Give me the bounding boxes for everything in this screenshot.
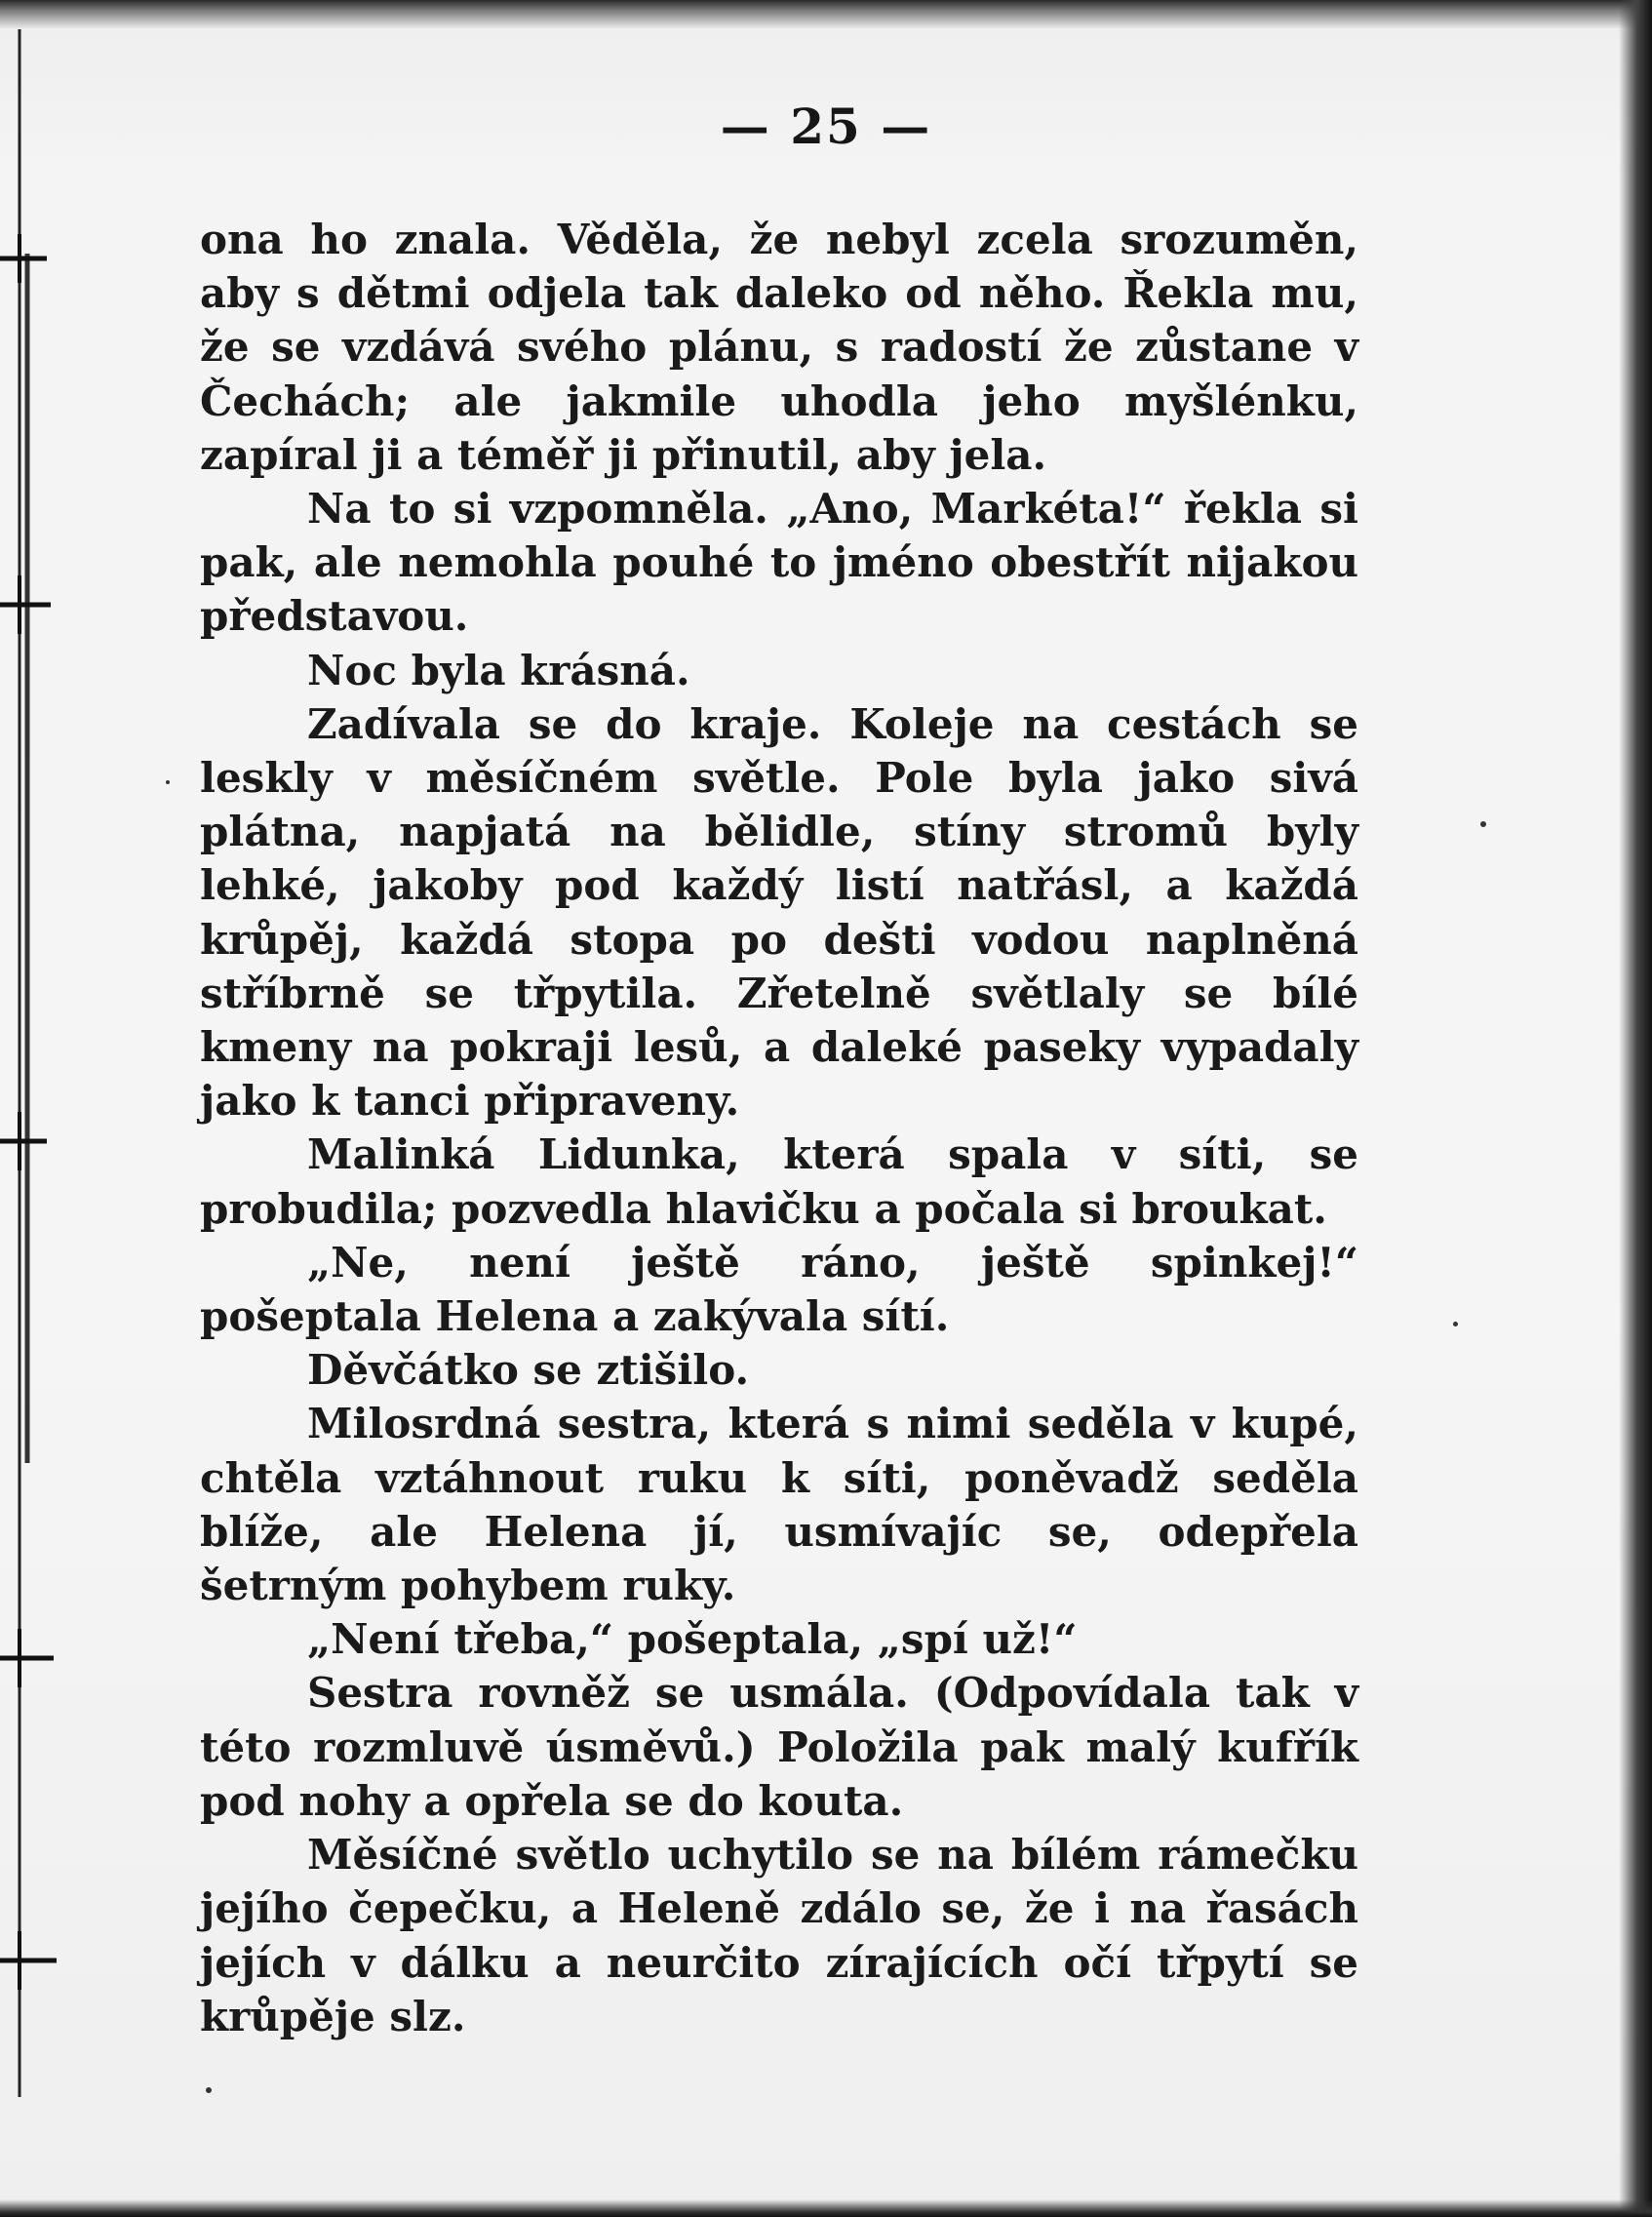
paper-speck (1480, 821, 1486, 827)
paragraph: Zadívala se do kraje. Koleje na cestách se leskly v měsíčném světle. Pole byla jako sivá plátna, napjatá na bělidle, stíny stromů byly lehké, jakoby pod každý listí natřásl, a každá krůpěj, každá stopa po dešti vodou naplněná stříbrně se třpytila. Zřetelně světlaly se bílé kmeny na pokraji lesů, a daleké paseky vypadaly jako k tanci připraveny. (200, 699, 1358, 1126)
page-bottom-shadow (0, 2199, 1652, 2217)
body-text (200, 213, 1358, 2043)
paragraph: Sestra rovněž se usmála. (Odpovídala tak v této rozmluvě úsměvů.) Položila pak malý kufřík pod nohy a opřela se do kouta. (200, 1669, 1358, 1825)
paragraph: Na to si vzpomněla. „Ano, Markéta!“ řekla si pak, ale nemohla pouhé to jméno obestřít nijakou představou. (200, 485, 1358, 641)
paragraph: ona ho znala. Věděla, že nebyl zcela srozuměn, aby s dětmi odjela tak daleko od něho. Řekla mu, že se vzdává svého plánu, s radostí že zůstane v Čechách; ale jakmile uhodla jeho myšlénku, zapíral ji a téměř ji přinutil, aby jela. (200, 216, 1358, 479)
paragraph: Měsíčné světlo uchytilo se na bílém rámečku jejího čepečku, a Heleně zdálo se, že i na řasách jejích v dálku a neurčito zírajících očí třpytí se krůpěje slz. (200, 1831, 1358, 2040)
paragraph: Malinká Lidunka, která spala v síti, se probudila; pozvedla hlavičku a počala si broukat. (200, 1130, 1358, 1233)
binding-stitches (0, 0, 59, 2217)
paragraph: „Ne, není ještě ráno, ještě spinkej!“ pošeptala Helena a zakývala sítí. (200, 1238, 1358, 1341)
binding-stitches-graphic (0, 0, 59, 2217)
paper-speck (1453, 1322, 1458, 1326)
page-right-shadow (1619, 0, 1652, 2217)
paragraph: „Není třeba,“ pošeptala, „spí už!“ (307, 1615, 1078, 1664)
page-top-shadow (0, 0, 1652, 29)
paragraph: Děvčátko se ztišilo. (307, 1346, 750, 1395)
paragraph: Milosrdná sestra, která s nimi seděla v kupé, chtěla vztáhnout ruku k síti, poněvadž seděla blíže, ale Helena jí, usmívajíc se, odepřela šetrným pohybem ruky. (200, 1400, 1358, 1610)
page-number: — 25 — (720, 98, 932, 155)
paragraph: Noc byla krásná. (307, 646, 690, 694)
paper-speck (206, 2087, 212, 2093)
paper-speck (166, 780, 170, 784)
